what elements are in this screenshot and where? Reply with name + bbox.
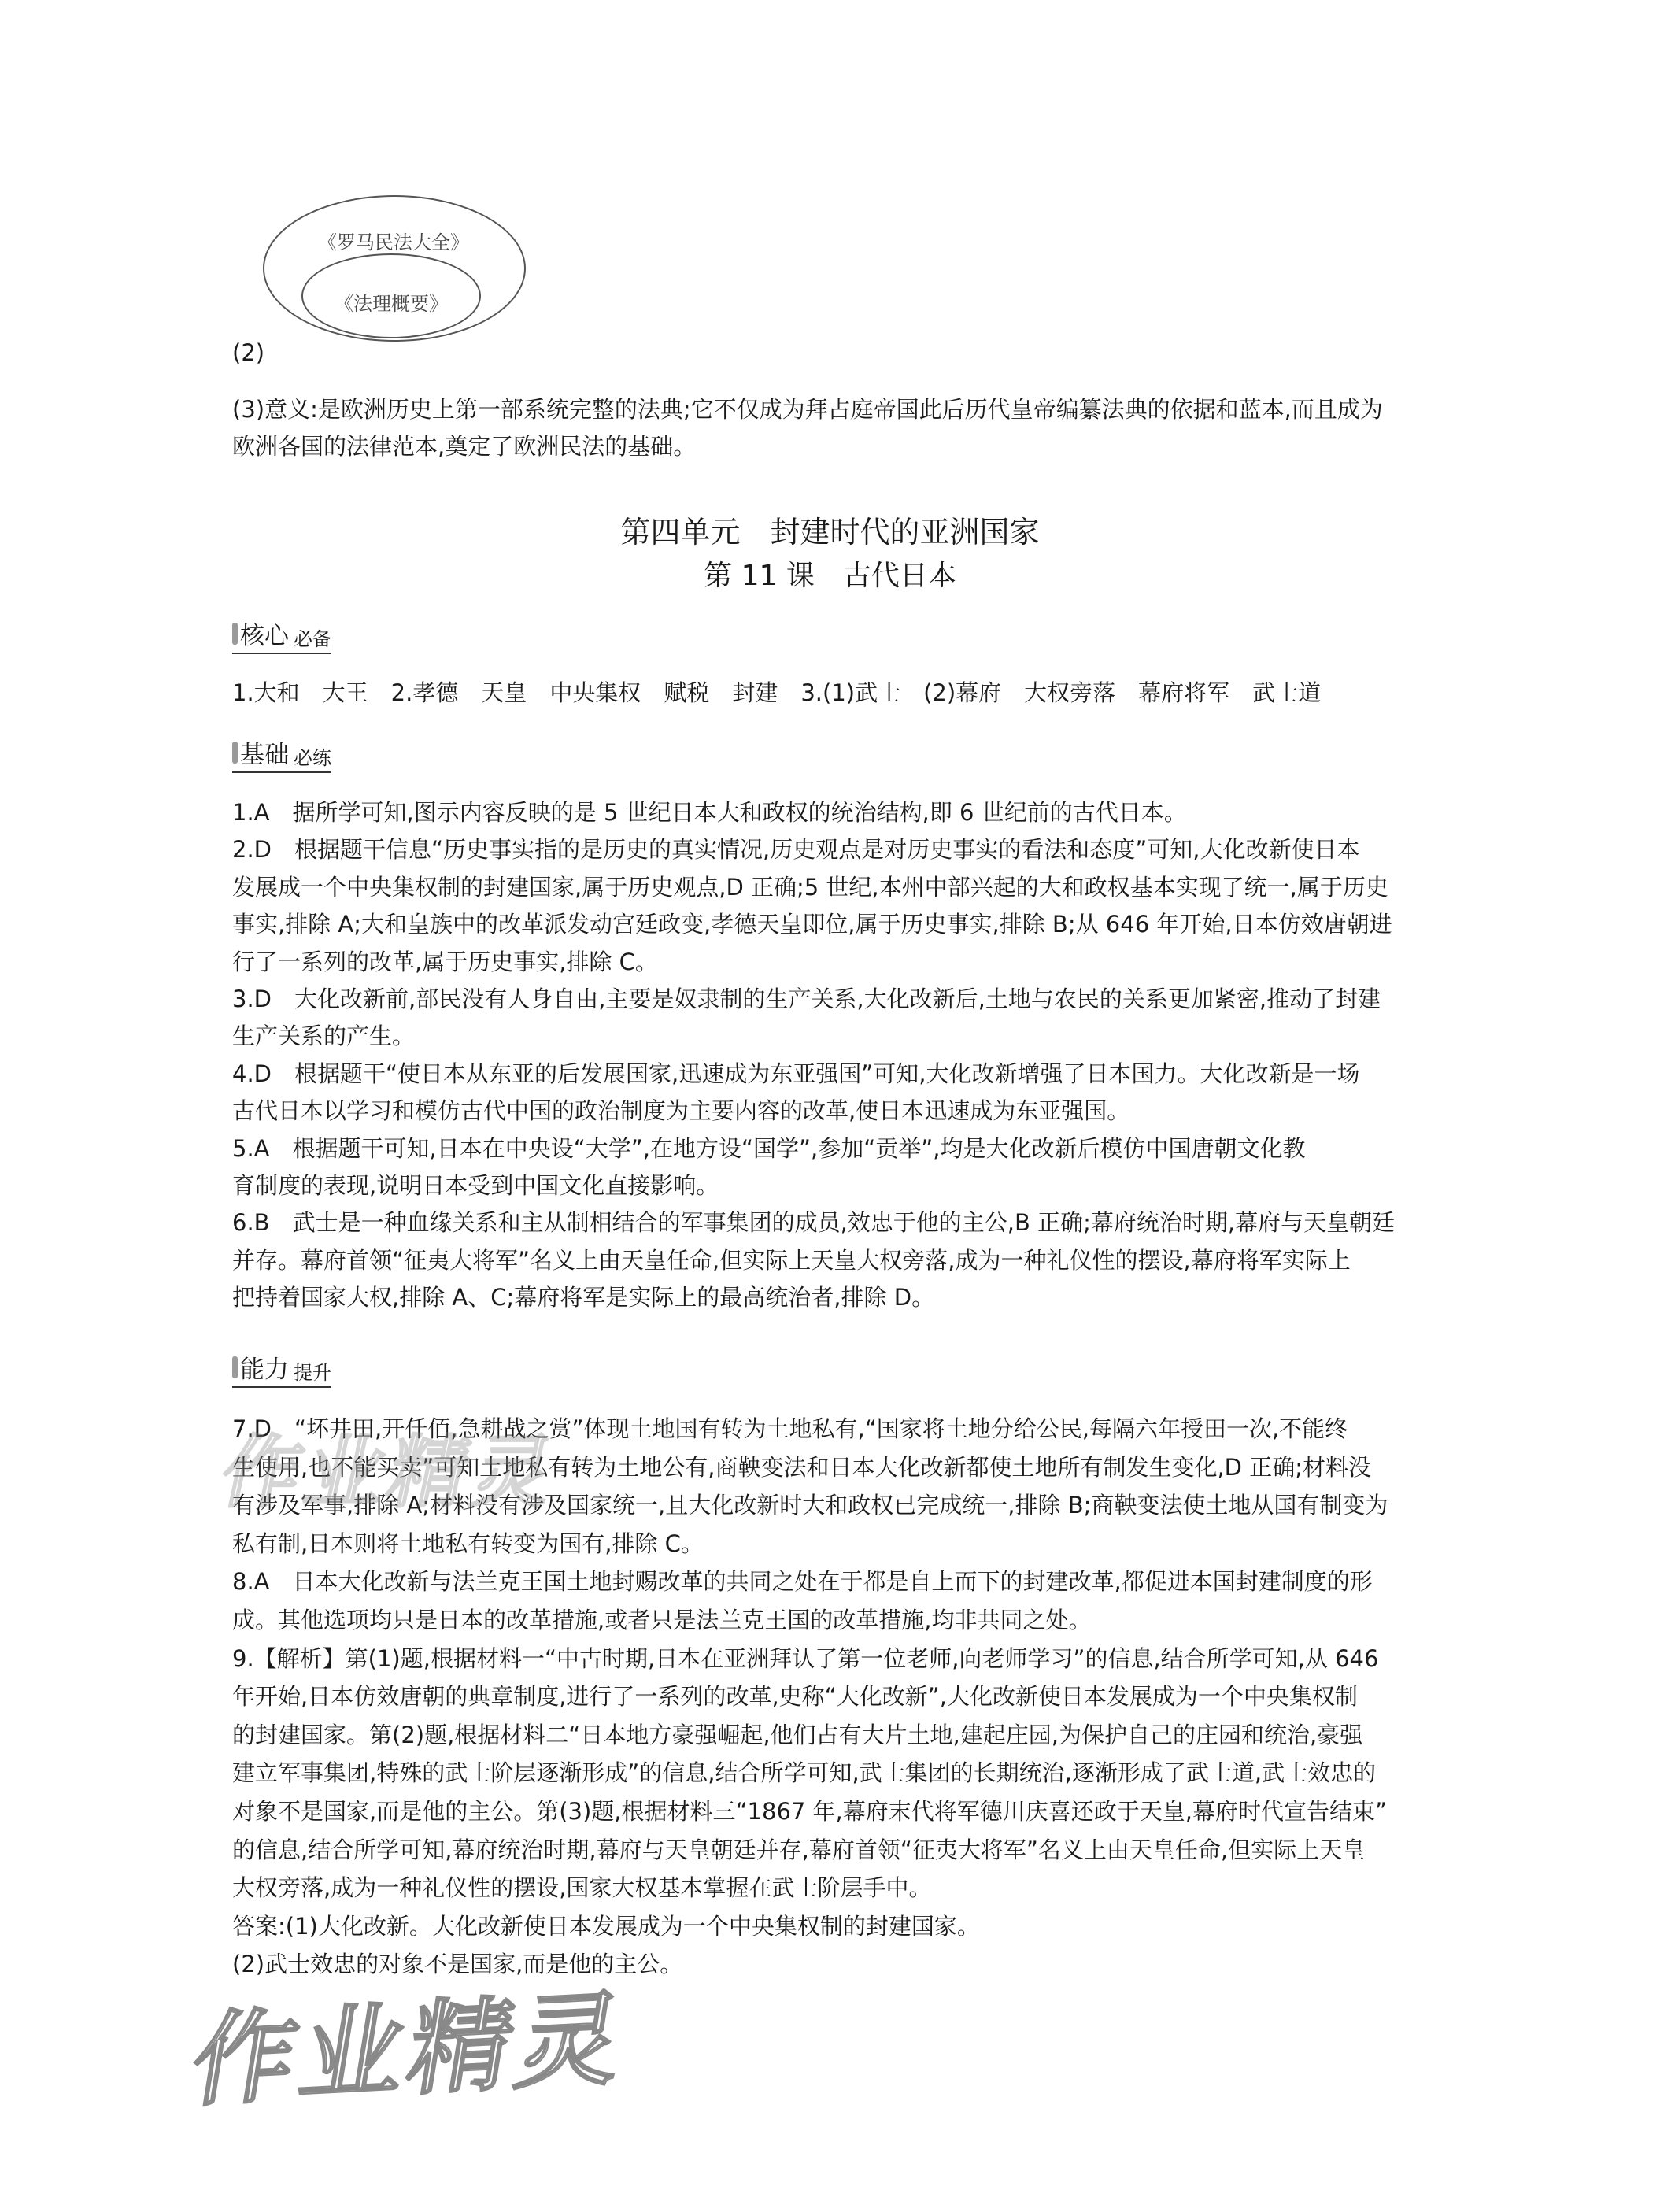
answer-q2: (2)	[232, 339, 265, 366]
text-line: 成。其他选项均只是日本的改革措施,或者只是法兰克王国的改革措施,均非共同之处。	[232, 1606, 1092, 1633]
text-line: 2.D 根据题干信息“历史事实指的是历史的真实情况,历史观点是对历史事实的看法和态度”可知,大化改新使日本	[232, 836, 1360, 864]
text-line: 生使用,也不能买卖”可知土地私有转为土地公有,商鞅变法和日本大化改新都使土地所有制发生变化,D 正确;材料没	[232, 1453, 1372, 1481]
text-line: 8.A 日本大化改新与法兰克王国土地封赐改革的共同之处在于都是自上而下的封建改革,都促进本国封建制度的形	[232, 1568, 1373, 1596]
text-line: 古代日本以学习和模仿古代中国的政治制度为主要内容的改革,使日本迅速成为东亚强国。	[232, 1097, 1130, 1125]
unit-title: 第四单元 封建时代的亚洲国家	[620, 515, 1040, 549]
text-line: 有涉及军事,排除 A;材料没有涉及国家统一,且大化改新时大和政权已完成统一,排除 B;商鞅变法使土地从国有制变为	[232, 1492, 1388, 1519]
watermark-logo: 作业精灵	[213, 1426, 567, 1518]
section-header-core	[232, 616, 331, 654]
core-answers: 1.大和 大王 2.孝德 天皇 中央集权 赋税 封建 3.(1)武士 (2)幕府 大权旁落 幕府将军 武士道	[232, 679, 1322, 706]
text-line: 的信息,结合所学可知,幕府统治时期,幕府与天皇朝廷并存,幕府首领“征夷大将军”名义上由天皇任命,但实际上天皇	[232, 1836, 1366, 1863]
text-line: 年开始,日本仿效唐朝的典章制度,进行了一系列的改革,史称“大化改新”,大化改新使日本发展成为一个中央集权制	[232, 1683, 1358, 1711]
text-line: 行了一系列的改革,属于历史事实,排除 C。	[232, 948, 658, 975]
lesson-title: 第 11 课 古代日本	[704, 560, 956, 592]
section-marker	[232, 623, 238, 645]
text-line: 7.D “坏井田,开仟佰,急耕战之赏”体现土地国有转为土地私有,“国家将土地分给公民,每隔六年授田一次,不能终	[232, 1415, 1348, 1442]
text-line: 4.D 根据题干“使日本从东亚的后发展国家,迅速成为东亚强国”可知,大化改新增强了日本国力。大化改新是一场	[232, 1060, 1360, 1087]
text-line: 1.A 据所学可知,图示内容反映的是 5 世纪日本大和政权的统治结构,即 6 世纪前的古代日本。	[232, 799, 1187, 826]
section-marker	[232, 1356, 238, 1378]
text-line: 答案:(1)大化改新。大化改新使日本发展成为一个中央集权制的封建国家。	[232, 1912, 980, 1940]
text-line: 5.A 根据题干可知,日本在中央设“大学”,在地方设“国学”,参加“贡举”,均是大化改新后模仿中国唐朝文化教	[232, 1134, 1306, 1162]
text-line: 建立军事集团,特殊的武士阶层逐渐形成”的信息,结合所学可知,武士集团的长期统治,逐渐形成了武士道,武士效忠的	[232, 1759, 1377, 1787]
inner-ellipse-label: 《法理概要》	[335, 293, 448, 315]
text-line: 并存。幕府首领“征夷大将军”名义上由天皇任命,但实际上天皇大权旁落,成为一种礼仪性的摆设,幕府将军实际上	[232, 1246, 1351, 1274]
section-header-basic	[232, 734, 331, 773]
section-title: 基础	[240, 741, 289, 769]
text-line: 生产关系的产生。	[232, 1023, 416, 1050]
section-title: 能力	[240, 1356, 289, 1384]
answer-q3	[232, 391, 1383, 466]
text-line: 3.D 大化改新前,部民没有人身自由,主要是奴隶制的生产关系,大化改新后,土地与农民的关系更加紧密,推动了封建	[232, 985, 1381, 1012]
outer-ellipse-label: 《罗马民法大全》	[318, 231, 469, 253]
section-title: 核心	[240, 622, 289, 650]
text-line: (3)意义:是欧洲历史上第一部系统完整的法典;它不仅成为拜占庭帝国此后历代皇帝编纂法典的依据和蓝本,而且成为	[232, 396, 1383, 423]
section-subtitle: 必备	[294, 628, 331, 650]
text-line: 大权旁落,成为一种礼仪性的摆设,国家大权基本掌握在武士阶层手中。	[232, 1874, 932, 1902]
text-line: 发展成一个中央集权制的封建国家,属于历史观点,D 正确;5 世纪,本州中部兴起的大和政权基本实现了统一,属于历史	[232, 873, 1388, 901]
watermark-logo: 作业精灵	[183, 1978, 636, 2121]
text-line: 欧洲各国的法律范本,奠定了欧洲民法的基础。	[232, 433, 697, 461]
text-line: 事实,排除 A;大和皇族中的改革派发动宫廷政变,孝德天皇即位,属于历史事实,排除 B;从 646 年开始,日本仿效唐朝进	[232, 911, 1392, 938]
text-line: 9.【解析】第(1)题,根据材料一“中古时期,日本在亚洲拜认了第一位老师,向老师学习”的信息,结合所学可知,从 646	[232, 1644, 1379, 1672]
text-line: 育制度的表现,说明日本受到中国文化直接影响。	[232, 1171, 719, 1199]
section-marker	[232, 742, 238, 764]
section-subtitle: 必练	[294, 747, 331, 769]
text-line: 的封建国家。第(2)题,根据材料二“日本地方豪强崛起,他们占有大片土地,建起庄园,为保护自己的庄园和统治,豪强	[232, 1721, 1363, 1748]
section-subtitle: 提升	[294, 1362, 331, 1384]
section-header-ability	[232, 1349, 331, 1388]
text-line: 6.B 武士是一种血缘关系和主从制相结合的军事集团的成员,效忠于他的主公,B 正确;幕府统治时期,幕府与天皇朝廷	[232, 1209, 1396, 1237]
text-line: 对象不是国家,而是他的主公。第(3)题,根据材料三“1867 年,幕府末代将军德川庆喜还政于天皇,幕府时代宣告结束”	[232, 1797, 1388, 1825]
text-line: 把持着国家大权,排除 A、C;幕府将军是实际上的最高统治者,排除 D。	[232, 1284, 935, 1311]
text-line: (2)武士效忠的对象不是国家,而是他的主公。	[232, 1951, 683, 1978]
text-line: 私有制,日本则将土地私有转变为国有,排除 C。	[232, 1530, 704, 1557]
basic-answers	[232, 794, 1395, 1316]
